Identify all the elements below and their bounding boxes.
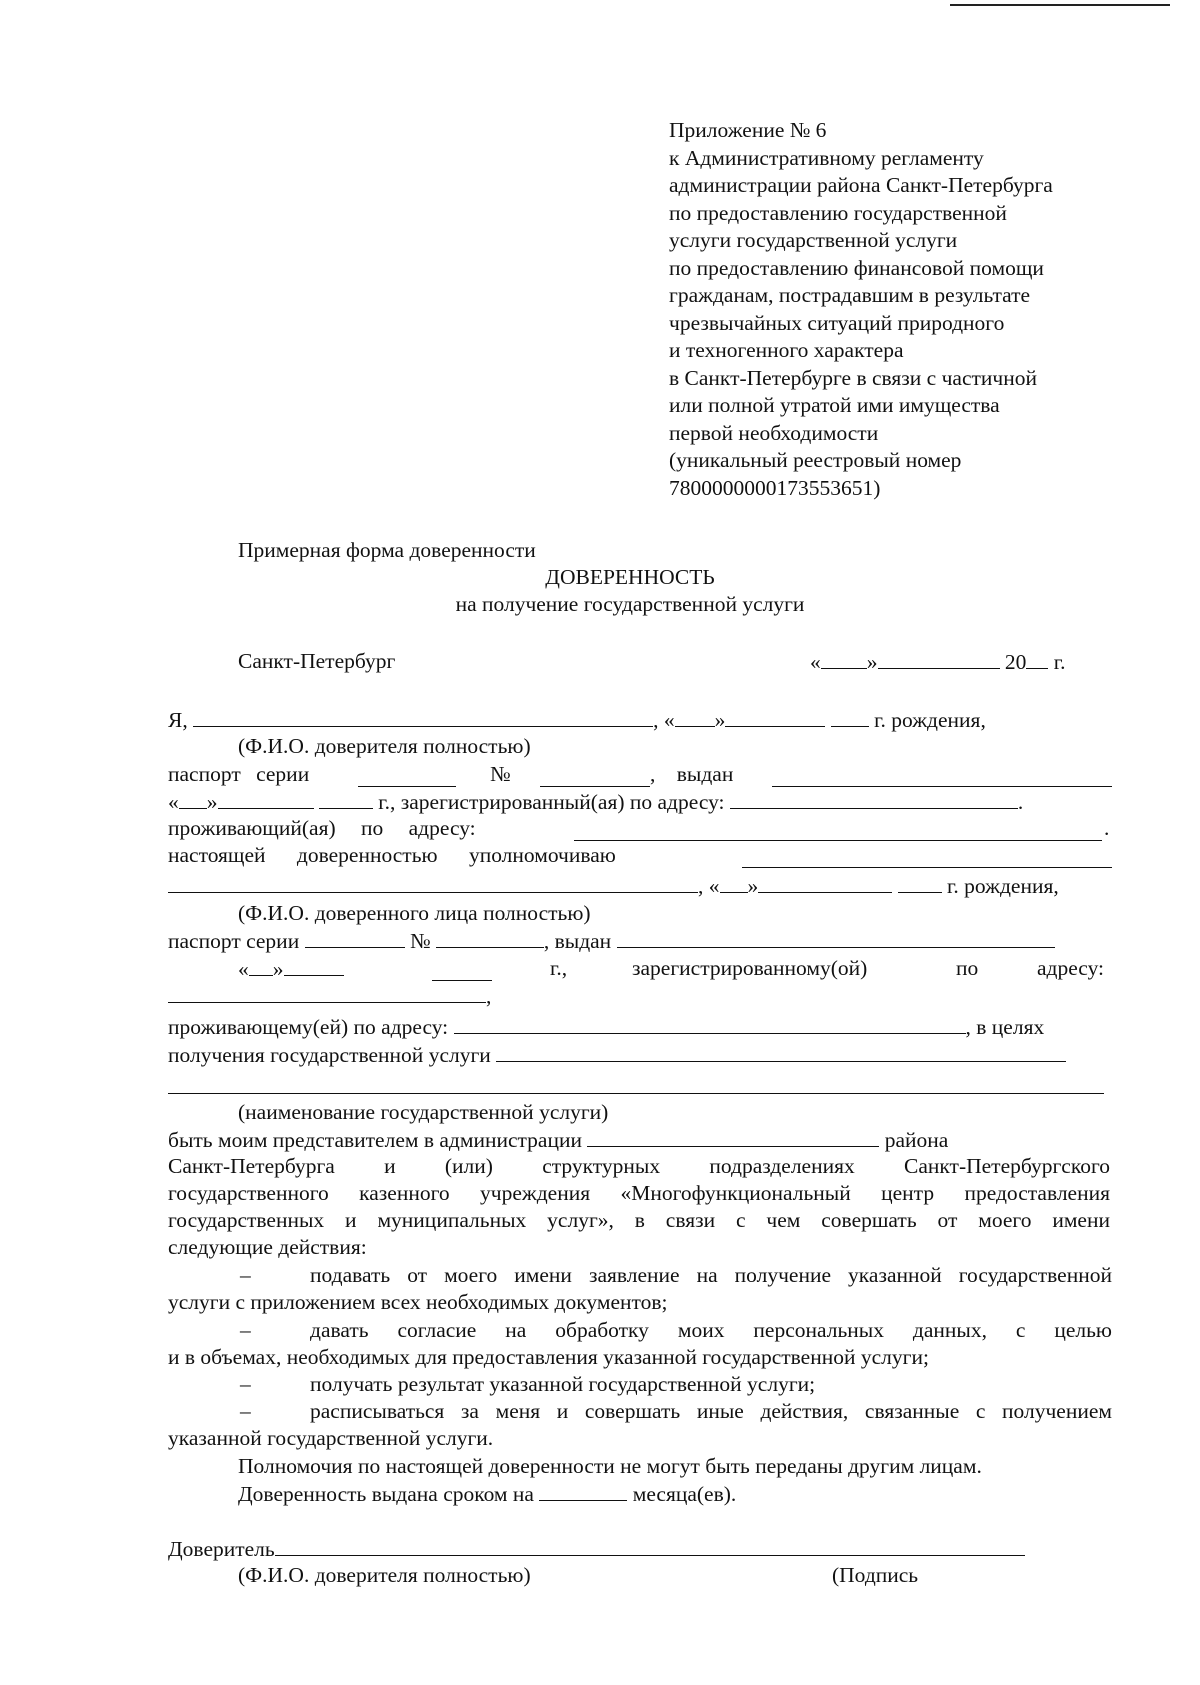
principal-living-address-field[interactable] [574,820,1102,841]
principal-passport-line [168,761,309,789]
city-label: Санкт-Петербург [238,649,396,673]
agent-birth-year-field[interactable] [898,872,942,893]
principal-fio-hint: (Ф.И.О. доверителя полностью) [238,734,531,758]
signature-field[interactable] [275,1535,1025,1556]
passport-series-label: паспорт серии [168,929,300,953]
appendix-line: или полной утратой ими имущества [669,393,1000,417]
registered-label: зарегистрированному(ой) [632,956,868,980]
principal-passport-series-field[interactable] [358,766,456,787]
year-prefix: 20 [1004,650,1027,674]
action-4-text: расписываться за меня и совершать иные действия, связанные с получением [310,1399,1112,1423]
birth-suffix: г. рождения, [947,874,1059,898]
line-end-dot: . [1104,816,1110,840]
date-quote-open: « [810,650,821,674]
scan-edge-line [950,4,1170,6]
date-line [810,648,1066,677]
principal-passport-number-field[interactable] [540,766,650,787]
principal-reg-address-field[interactable] [730,788,1018,809]
signature-sign-hint: (Подпись [832,1563,919,1587]
agent-living-address-field[interactable] [454,1013,966,1034]
agent-passport-series-field[interactable] [305,927,405,948]
representative-line-2: Санкт-Петербурга и (или) структурных подразделениях Санкт-Петербургского [168,1154,1110,1178]
agent-issue-date [238,955,344,984]
number-sign: № [409,929,431,953]
number-sign: № [490,762,511,786]
service-name-field-2[interactable] [168,1073,1104,1094]
representative-line-3: государственного казенного учреждения «Многофункциональный центр предоставления [168,1181,1110,1205]
district-field[interactable] [587,1126,879,1147]
birth-quote-open: , « [698,874,720,898]
year-field[interactable] [1026,648,1048,669]
principal-birth-day-field[interactable] [675,706,715,727]
principal-issued-by-field[interactable] [772,766,1112,787]
representative-line-5: следующие действия: [168,1235,367,1259]
authorize-label: настоящей доверенностью уполномочиваю [168,843,616,867]
year-g-label: г., [550,956,568,980]
principal-fio-field[interactable] [193,706,653,727]
year-suffix: г. [1053,650,1066,674]
action-4-continuation: указанной государственной услуги. [168,1426,494,1450]
action-2-text: давать согласие на обработку моих персональных данных, с целью [310,1318,1112,1342]
quote-open: « [238,957,249,981]
action-dash: – [240,1263,251,1287]
term-months-field[interactable] [539,1480,627,1501]
agent-birth-month-field[interactable] [758,872,892,893]
action-dash: – [240,1318,251,1342]
signature-line [168,1535,1025,1564]
principal-issue-month-field[interactable] [218,788,314,809]
goals-label: , в целях [965,1015,1045,1039]
term-line [238,1480,736,1509]
appendix-line: 7800000000173553651) [669,475,881,500]
day-field[interactable] [821,648,867,669]
birth-quote-open: , « [653,708,675,732]
line-end-dot: . [1017,790,1024,814]
po-label: по [956,956,979,980]
address-label: адресу: [1037,956,1105,980]
principal-issue-year-field[interactable] [319,788,373,809]
action-dash: – [240,1372,251,1396]
principal-birth-year-field[interactable] [831,706,869,727]
appendix-line: и техногенного характера [669,338,904,362]
term-suffix: месяца(ев). [632,1482,737,1506]
registered-label: г., зарегистрированный(ая) по адресу: [378,790,725,814]
principal-line [168,706,986,735]
action-1-text: подавать от моего имени заявление на получение указанной государственной [310,1263,1112,1287]
appendix-line: Приложение № 6 [669,118,827,142]
comma: , [486,984,492,1008]
appendix-line: первой необходимости [669,420,879,445]
agent-living-label: проживающему(ей) по адресу: [168,1015,449,1039]
appendix-line: администрации района Санкт-Петербурга [669,173,1053,197]
birth-quote-close: » [714,708,726,732]
agent-reg-address-line [168,982,491,1011]
agent-fio-hint: (Ф.И.О. доверенного лица полностью) [238,901,591,925]
principal-registration-line [168,788,1023,817]
agent-issue-year-field[interactable] [432,960,492,981]
agent-fio-field[interactable] [168,872,698,893]
form-caption: Примерная форма доверенности [238,538,536,562]
action-2-continuation: и в объемах, необходимых для предоставления указанной государственной услуги; [168,1345,929,1369]
authorize-field[interactable] [742,847,1112,868]
action-1-continuation: услуги с приложением всех необходимых документов; [168,1290,668,1314]
signature-fio-hint: (Ф.И.О. доверителя полностью) [238,1563,531,1587]
month-field[interactable] [878,648,1000,669]
appendix-line: гражданам, пострадавшим в результате [669,283,1031,307]
appendix-line: в Санкт-Петербурге в связи с частичной [669,365,1037,390]
agent-birth-day-field[interactable] [720,872,748,893]
district-suffix: района [884,1128,949,1152]
agent-passport-line [168,927,1055,956]
action-3-text: получать результат указанной государственной услуги; [310,1372,816,1396]
receiving-label: получения государственной услуги [168,1043,491,1067]
ya-label: Я, [168,708,188,732]
appendix-line: услуги государственной услуги [669,228,958,252]
term-label: Доверенность выдана сроком на [238,1482,534,1506]
document-title: ДОВЕРЕННОСТЬ [545,565,715,589]
issued-label: , выдан [650,762,734,786]
principal-birth-month-field[interactable] [725,706,825,727]
quote-open: « [168,790,179,814]
agent-passport-number-field[interactable] [436,927,544,948]
service-hint: (наименование государственной услуги) [238,1100,609,1124]
passport-series-label: паспорт серии [168,762,310,786]
agent-issue-month-field[interactable] [284,955,344,976]
agent-living-line [168,1013,1044,1042]
signature-label: Доверитель [168,1537,275,1561]
quote-close: » [272,957,284,981]
quote-close: » [206,790,218,814]
appendix-line: по предоставлению финансовой помощи [669,255,1044,280]
principal-living-label: проживающий(ая) по адресу: [168,816,476,840]
document-subtitle: на получение государственной услуги [455,592,805,616]
date-quote-close: » [866,650,878,674]
appendix-line: (уникальный реестровый номер [669,448,962,472]
appendix-line: к Административному регламенту [669,145,984,170]
appendix-line: по предоставлению государственной [669,200,1007,225]
representative-text: быть моим представителем в администрации [168,1128,582,1152]
agent-reg-address-field[interactable] [168,982,486,1003]
agent-issued-by-field[interactable] [617,927,1055,948]
service-name-field[interactable] [496,1041,1066,1062]
principal-issue-day-field[interactable] [179,788,207,809]
appendix-line: чрезвычайных ситуаций природного [669,310,1005,335]
agent-issue-day-field[interactable] [249,955,273,976]
appendix-block [669,117,1149,502]
representative-line-4: государственных и муниципальных услуг», в связи с чем совершать от моего имени [168,1208,1110,1232]
birth-suffix: г. рождения, [874,708,986,732]
action-dash: – [240,1399,251,1423]
service-line [168,1041,1066,1070]
birth-quote-close: » [747,874,759,898]
issued-label: , выдан [543,929,612,953]
agent-line [168,872,1059,901]
representative-line-1 [168,1126,948,1155]
powers-note: Полномочия по настоящей доверенности не могут быть переданы другим лицам. [238,1454,982,1478]
